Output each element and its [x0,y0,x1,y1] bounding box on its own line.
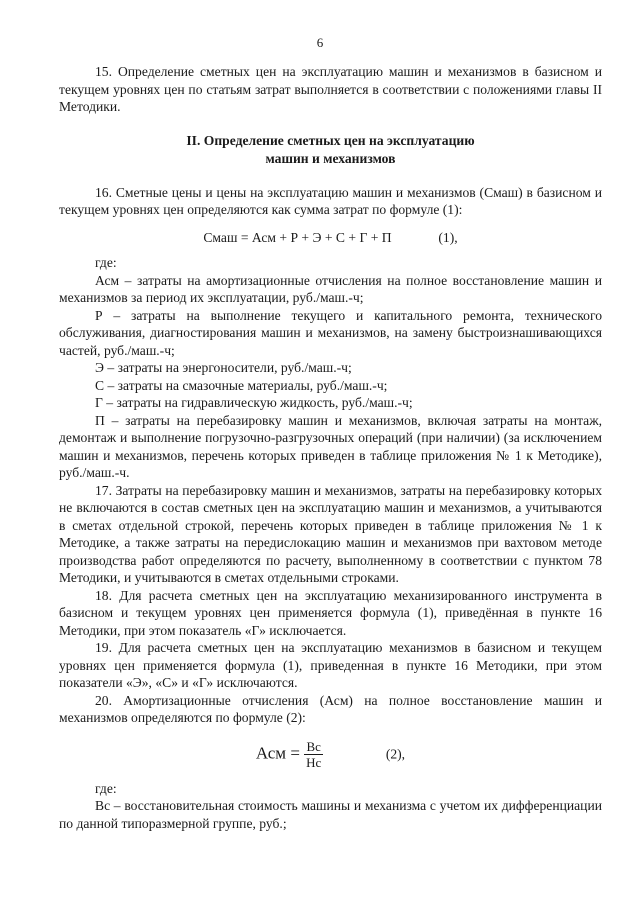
heading-line-1: II. Определение сметных цен на эксплуатацию [186,132,475,148]
definition-p: П – затраты на перебазировку машин и механизмов, включая затраты на монтаж, демонтаж и выполнение погрузочно-разгрузочных операций (при наличии) (за исключением машин и механизмов, перечень которых приведен в таблице приложения № 1 к Методике), руб./маш.-ч. [59,412,602,480]
paragraph-20: 20. Амортизационные отчисления (Асм) на полное восстановление машин и механизмов определяются по формуле (2): [59,692,602,725]
paragraph-19: 19. Для расчета сметных цен на эксплуатацию механизмов в базисном и текущем уровнях цен применяется формула (1), приведенная в пункте 16 Методики, при этом показатели «Э», «С» и «Г» исключаются. [59,640,602,690]
formula-1-label: (1), [438,229,458,245]
definition-e: Э – затраты на энергоносители, руб./маш.-ч; [95,360,352,375]
paragraph-15: 15. Определение сметных цен на эксплуатацию машин и механизмов в базисном и текущем уровнях цен по статьям затрат выполняется в соответствии с положениями главы II Методики. [59,64,602,114]
formula-2-denominator: Нс [306,754,322,770]
formula-2-label: (2), [385,745,406,761]
definition-asm: Асм – затраты на амортизационные отчисления на полное восстановление машин и механизмов за период их эксплуатации, руб./маш.-ч; [59,272,602,305]
paragraph-17: 17. Затраты на перебазировку машин и механизмов, затраты на перебазировку которых не включаются в состав сметных цен на эксплуатацию машин и механизмов, а учитываются в сметах отдельной строкой, перечень которых приведен в таблице приложения № 1 к Методике, а также затраты на передислокацию машин и механизмов при вахтовом методе производства работ определяются по расчету, выполненному в соответствии с пунктом 78 Методики, и учитываются в сметах отдельными строками. [59,482,602,585]
heading-line-2: машин и механизмов [265,150,396,166]
formula-2-fraction [304,739,323,770]
definition-bc: Вс – восстановительная стоимость машины и механизма с учетом их дифференциации по данной типоразмерной группе, руб.; [59,798,602,831]
definition-s: С – затраты на смазочные материалы, руб./маш.-ч; [95,377,388,393]
definition-g: Г – затраты на гидравлическую жидкость, руб./маш.-ч; [95,395,413,410]
formula-1 [59,229,602,247]
formula-1-expression: Смаш = Асм + Р + Э + С + Г + П [203,229,392,245]
paragraph-16: 16. Сметные цены и цены на эксплуатацию машин и механизмов (Смаш) в базисном и текущем уровнях цен определяются как сумма затрат по формуле (1): [59,184,602,217]
where-label-2: где: [95,780,117,796]
formula-2-numerator: Вс [304,739,323,755]
section-heading [59,132,602,168]
page-number: 6 [316,35,324,50]
paragraph-18: 18. Для расчета сметных цен на эксплуатацию механизированного инструмента в базисном и текущем уровнях цен применяется формула (1), приведённая в пункте 16 Методики, при этом показатель «Г» исключается. [59,587,602,638]
document-body [59,63,602,832]
formula-2-lhs: Асм = [255,742,300,762]
where-label-1: где: [95,255,117,270]
formula-2 [59,739,602,770]
definition-r: Р – затраты на выполнение текущего и капитального ремонта, технического обслуживания, диагностирования машин и механизмов, на замену быстроизнашивающихся частей, руб./маш.-ч; [59,307,602,358]
